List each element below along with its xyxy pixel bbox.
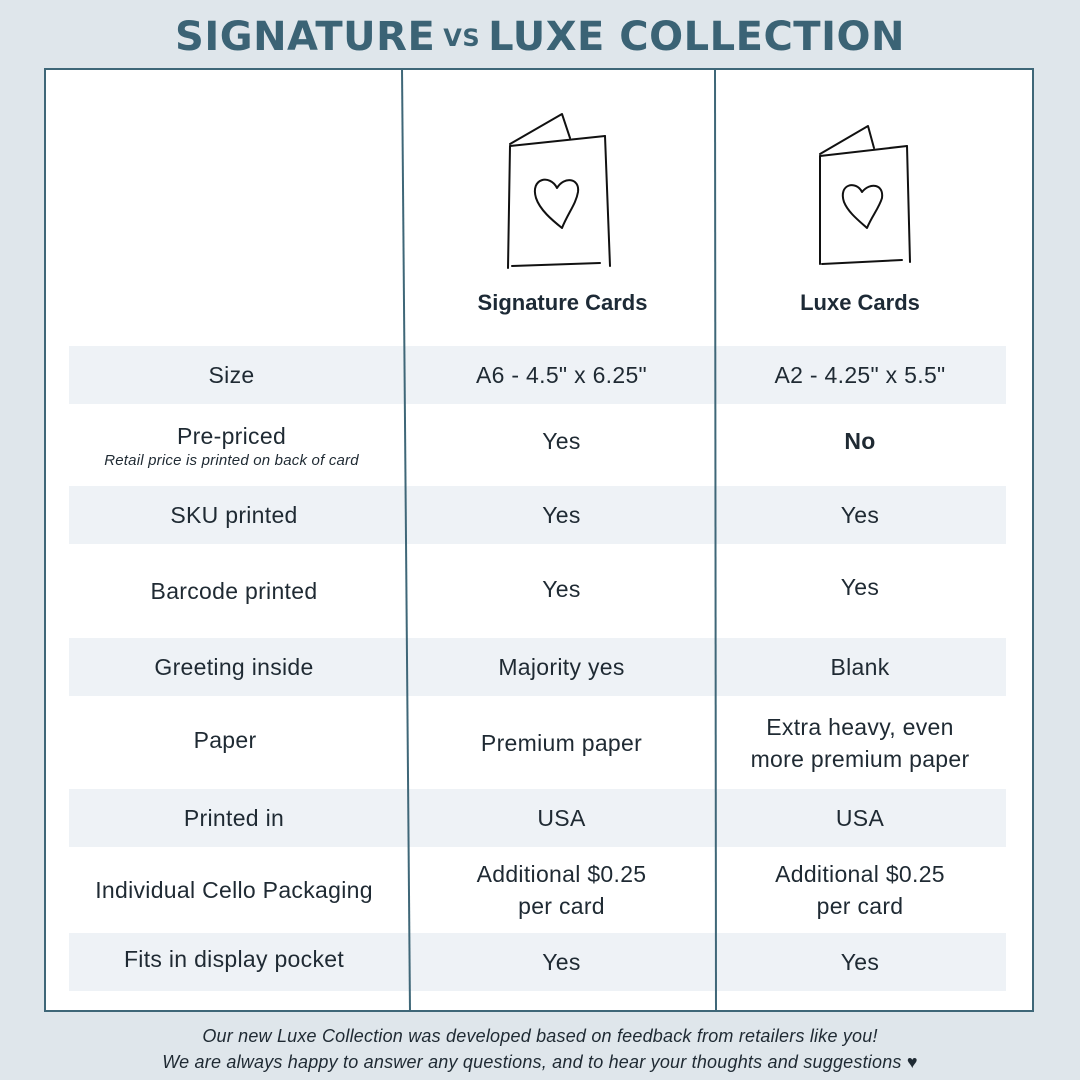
title-signature: SIGNATURE: [175, 14, 436, 60]
luxe-value: Yes: [840, 949, 880, 975]
signature-value: Yes: [542, 428, 581, 454]
signature-value-line: per card: [518, 893, 605, 919]
row-note: Retail price is printed on back of card: [104, 452, 359, 469]
title-vs: VS: [443, 24, 481, 52]
row-label: Greeting inside: [154, 654, 314, 680]
row-label: Fits in display pocket: [123, 946, 345, 972]
luxe-value-line: more premium paper: [750, 745, 970, 772]
column-header-luxe: Luxe Cards: [800, 290, 920, 315]
luxe-value-line: Extra heavy, even: [766, 713, 954, 740]
row-label: Barcode printed: [150, 578, 318, 604]
row-label: Paper: [193, 726, 257, 753]
signature-value: Yes: [542, 576, 581, 602]
title-luxe-collection: LUXE COLLECTION: [488, 14, 905, 60]
signature-value: Premium paper: [480, 729, 643, 756]
signature-value: Yes: [542, 502, 581, 528]
footer-line-2: [0, 1052, 1080, 1073]
footer-line-2-text: We are always happy to answer any questions, and to hear your thoughts and suggestions: [162, 1052, 902, 1072]
row-label: Individual Cello Packaging: [95, 877, 373, 903]
luxe-value: Blank: [830, 654, 890, 680]
heart-icon: ♥: [906, 1052, 918, 1072]
signature-value: A6 - 4.5" x 6.25": [475, 362, 648, 388]
footer-line-1: Our new Luxe Collection was developed based on feedback from retailers like you!: [202, 1026, 878, 1046]
luxe-value-line: Additional $0.25: [775, 861, 945, 887]
column-header-signature: Signature Cards: [477, 290, 648, 315]
luxe-value: No: [844, 428, 876, 454]
luxe-value: Yes: [840, 502, 880, 528]
luxe-value: USA: [835, 805, 885, 831]
luxe-value: Yes: [840, 574, 880, 600]
signature-value-line: Additional $0.25: [476, 861, 647, 887]
signature-value: Majority yes: [498, 654, 625, 680]
row-label: Size: [208, 362, 255, 388]
luxe-value: A2 - 4.25" x 5.5": [774, 362, 946, 388]
row-label: SKU printed: [170, 502, 298, 528]
row-label: Printed in: [183, 805, 285, 831]
signature-value: Yes: [542, 949, 581, 975]
signature-value: USA: [537, 805, 586, 831]
luxe-value-line: per card: [816, 893, 904, 919]
row-label: Pre-priced: [176, 423, 287, 449]
